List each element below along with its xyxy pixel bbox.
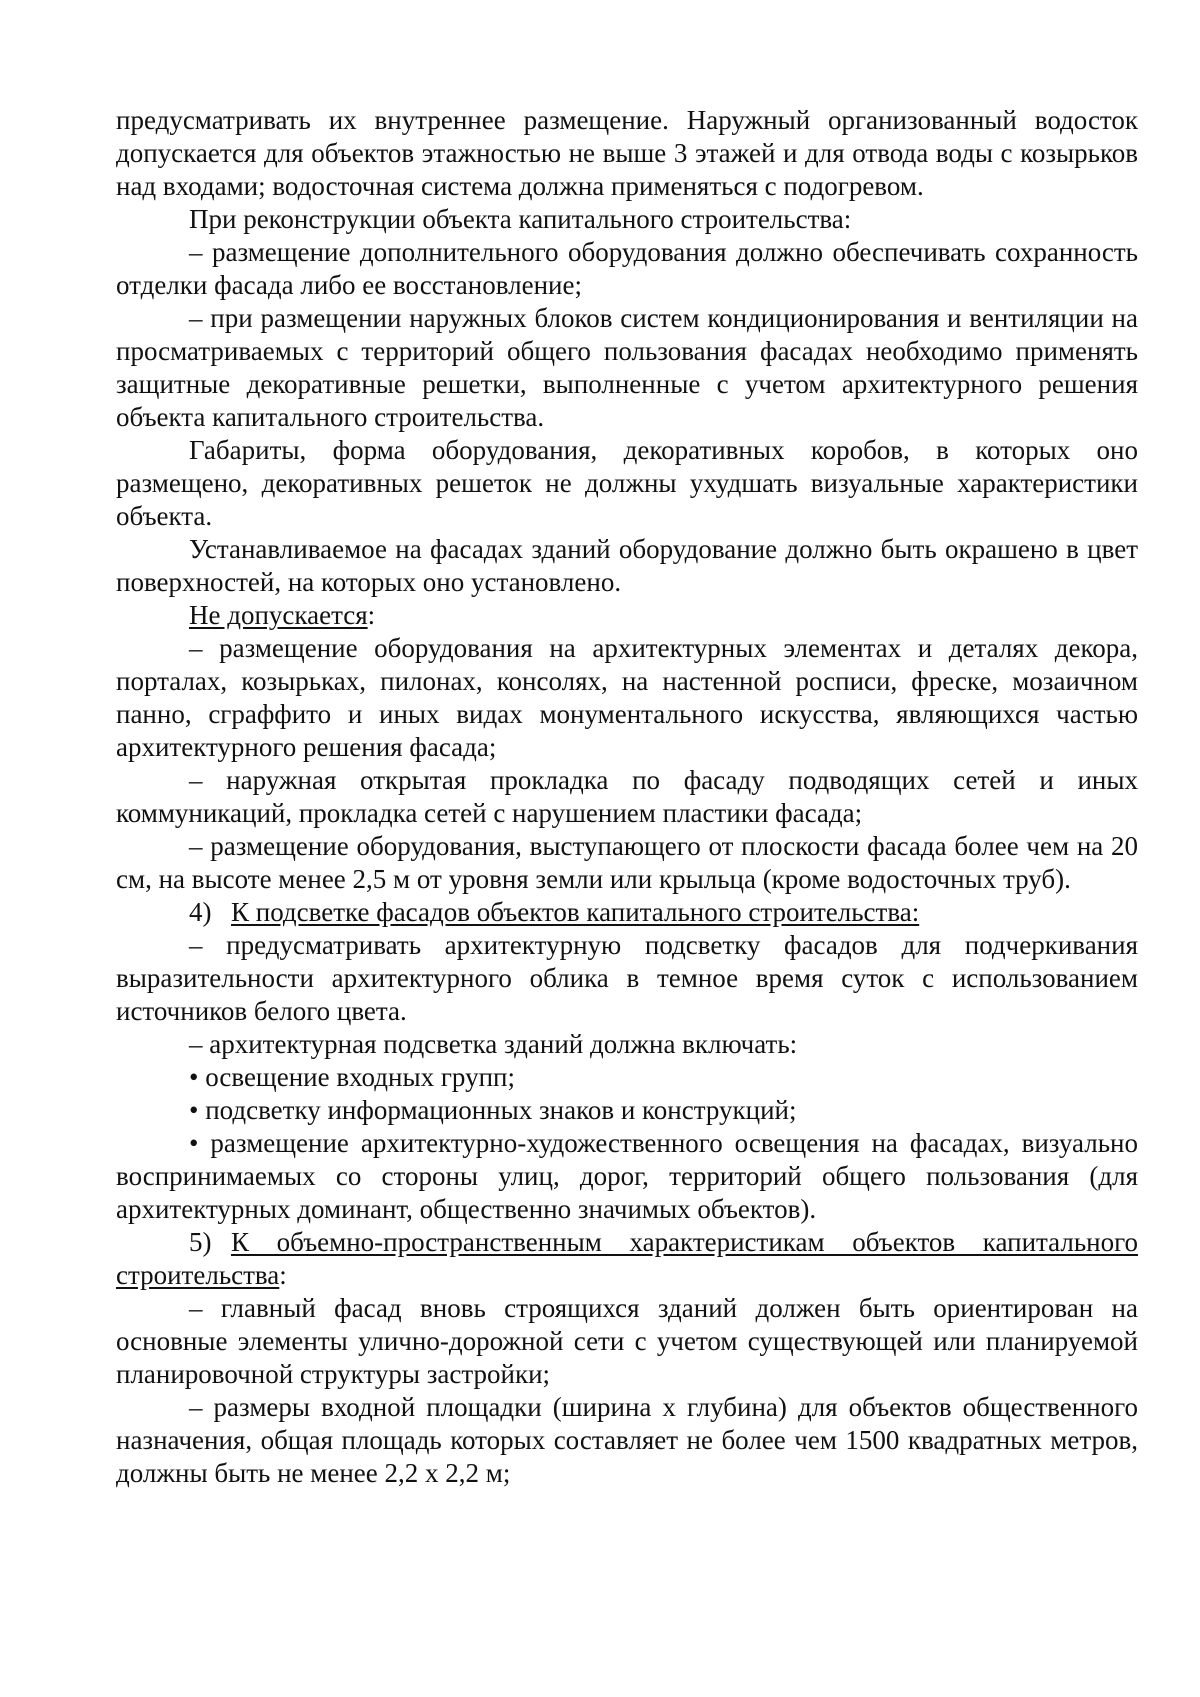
list-item-decor-elements: – размещение оборудования на архитектурных элементах и деталях декора, порталах, козырьках, пилонах, консолях, на настенной росписи, фреске, мозаичном панно, сграффито и иных видах монументального искусства, являющихся частью архитектурного решения фасада;	[116, 633, 1138, 762]
bullet-sign-lighting: • подсветку информационных знаков и конструкций;	[189, 1095, 797, 1125]
paragraph-painting: Устанавливаемое на фасадах зданий оборудование должно быть окрашено в цвет поверхностей, на которых оно установлено.	[116, 534, 1138, 597]
not-allowed-label: Не допускается	[189, 600, 368, 630]
paragraph-dimensions: Габариты, форма оборудования, декоративных коробов, в которых оно размещено, декоративных решеток не должны ухудшать визуальные характеристики объекта.	[116, 435, 1138, 531]
section-4-heading	[116, 896, 1138, 929]
section-5-heading	[116, 1226, 1138, 1292]
bullet-entrance-lighting: • освещение входных групп;	[189, 1062, 515, 1092]
section-4-number: 4)	[189, 897, 212, 927]
paragraph-drainage: предусматривать их внутреннее размещение. Наружный организованный водосток допускается для объектов этажностью не выше 3 этажей и для отвода воды с козырьков над входами; водосточная система должна применяться с подогревом.	[116, 105, 1138, 201]
list-item-lighting-includes: – архитектурная подсветка зданий должна включать:	[189, 1029, 798, 1059]
list-item-protruding-equipment: – размещение оборудования, выступающего от плоскости фасада более чем на 20 см, на высоте менее 2,5 м от уровня земли или крыльца (кроме водосточных труб).	[116, 831, 1138, 894]
section-4-title: К подсветке фасадов объектов капитального строительства:	[231, 897, 920, 927]
list-item-additional-equipment: – размещение дополнительного оборудования должно обеспечивать сохранность отделки фасада либо ее восстановление;	[116, 237, 1138, 300]
section-5-number: 5)	[189, 1227, 212, 1257]
list-item-entrance-platform: – размеры входной площадки (ширина х глубина) для объектов общественного назначения, общая площадь которых составляет не более чем 1500 квадратных метров, должны быть не менее 2,2 х 2,2 м;	[116, 1392, 1138, 1488]
list-item-outdoor-units: – при размещении наружных блоков систем кондиционирования и вентиляции на просматриваемых с территорий общего пользования фасадах необходимо применять защитные декоративные решетки, выполненные с учетом архитектурного решения объекта капитального строительства.	[116, 303, 1138, 432]
document-page	[116, 104, 1138, 1490]
list-item-open-wiring: – наружная открытая прокладка по фасаду подводящих сетей и иных коммуникаций, прокладка сетей с нарушением пластики фасада;	[116, 765, 1138, 828]
list-item-main-facade: – главный фасад вновь строящихся зданий должен быть ориентирован на основные элементы улично-дорожной сети с учетом существующей или планируемой планировочной структуры застройки;	[116, 1293, 1138, 1389]
paragraph-not-allowed-heading	[116, 599, 1138, 632]
bullet-artistic-lighting: • размещение архитектурно-художественного освещения на фасадах, визуально воспринимаемых со стороны улиц, дорог, территорий общего пользования (для архитектурных доминант, общественно значимых объектов).	[116, 1128, 1138, 1224]
section-5-colon: :	[279, 1260, 287, 1290]
list-item-architectural-lighting: – предусматривать архитектурную подсветку фасадов для подчеркивания выразительности архитектурного облика в темное время суток с использованием источников белого цвета.	[116, 930, 1138, 1026]
paragraph-reconstruction-heading: При реконструкции объекта капитального строительства:	[189, 204, 852, 234]
section-5-title: К объемно-пространственным характеристикам объектов капитального строительства	[116, 1227, 1138, 1290]
not-allowed-colon: :	[367, 600, 376, 630]
